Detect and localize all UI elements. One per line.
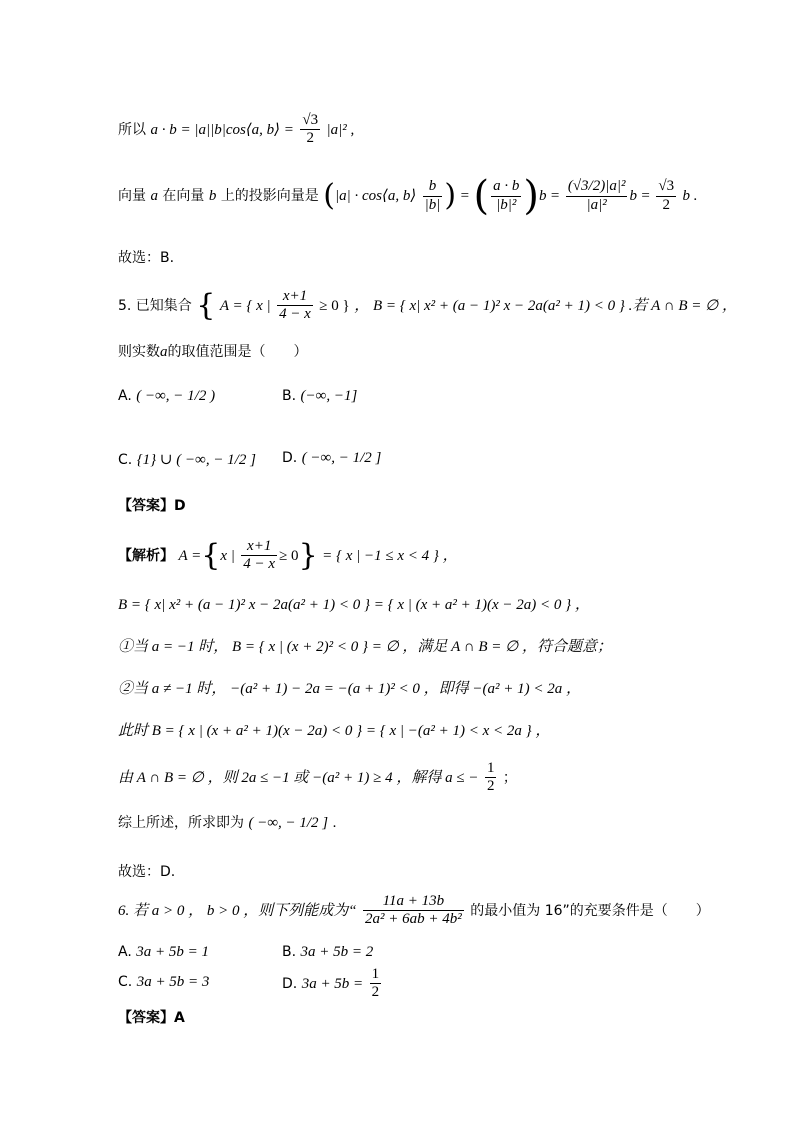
q5-solution-line-6: 由 A ∩ B = ∅ ，则 2a ≤ −1 或 −(a² + 1) ≥ 4 ，解得 a ≤ − $\frac{1}{2}$ ； [118,760,517,795]
q5-option-b: B. (−∞, −1] [282,388,358,404]
q5-solution-line-3: ①当 a = −1 时， B = { x | (x + 2)² < 0 } = ∅ ，满足 A ∩ B = ∅ ，符合题意； [118,639,612,655]
q5-stem-line-1: 5. 已知集合 { A = { x | $\frac{x+1}{4 - x}$ ≥ 0 } ， B = { x| x² + (a − 1)² x − 2a(a² + 1) < 0 } .若 A ∩ B = ∅ ， [118,287,737,323]
q6-option-c: C. 3a + 5b = 3 [118,974,210,990]
q6-option-d: D. 3a + 5b = $\frac{1}{2}$ [282,966,380,1001]
q5-solution-line-4: ②当 a ≠ −1 时， −(a² + 1) − 2a = −(a + 1)² < 0 ，即得 −(a² + 1) < 2a ， [118,681,582,697]
q6-answer: 【答案】A [118,1010,185,1026]
q6-stem: 6. 若 a > 0 ， b > 0 ，则下列能成为“ $\frac{11a + 13b}{\text{2a² + 6ab + 4b²}}$ 的最小值为 16”的充要条件是（ ） [118,893,710,928]
vector-b: b [208,188,217,204]
q5-answer: 【答案】D [118,498,186,514]
q5-option-a: A. ( −∞, − 1/2 ) [118,388,216,404]
q5-solution-line-5: 此时 B = { x | (x + a² + 1)(x − 2a) < 0 } = { x | −(a² + 1) < x < 2a } ， [118,723,551,739]
select-b-line: 故选：B. [118,250,175,266]
q5-solution-line-2: B = { x| x² + (a − 1)² x − 2a(a² + 1) < 0 } = { x | (x + a² + 1)(x − 2a) < 0 } ， [118,597,590,613]
q5-option-d: D. ( −∞, − 1/2 ] [282,450,382,466]
math-tail: |a|² , [326,121,355,138]
derivation-line-1 [118,112,354,148]
q6-option-b: B. 3a + 5b = 2 [282,944,374,960]
math-expression: a · b = |a||b|cos⟨a, b⟩ = [150,121,294,138]
q5-select: 故选：D. [118,864,176,880]
vector-a: a [150,188,158,204]
q5-solution-line-7: 综上所述，所求即为 ( −∞, − 1/2 ] . [118,815,337,831]
q5-solution-line-1: 【解析】 A ={x | $\frac{x+1}{4 - x}$ ≥ 0} = { x | −1 ≤ x < 4 } ， [118,537,458,573]
derivation-line-2: 向量 a 在向量 b 上的投影向量是 (|a| · cos⟨a, b⟩ $\frac{b}{|b|}$ ) = ( $\frac{a \cdot b}{\text{|b|²}}$ )b = $\frac{\text{(√3/2)|a|²}}{\text{|a|²}}$ b = $\frac{√3}{2}$ b . [118,173,698,219]
q5-stem-line-2: 则实数a的取值范围是（ ） [118,344,308,360]
q5-option-c: C. {1} ∪ ( −∞, − 1/2 ] [118,452,256,468]
fraction: $\frac{√3}{2}$ [302,112,319,147]
q6-option-a: A. 3a + 5b = 1 [118,944,209,960]
text-prefix: 所以 [118,121,146,138]
